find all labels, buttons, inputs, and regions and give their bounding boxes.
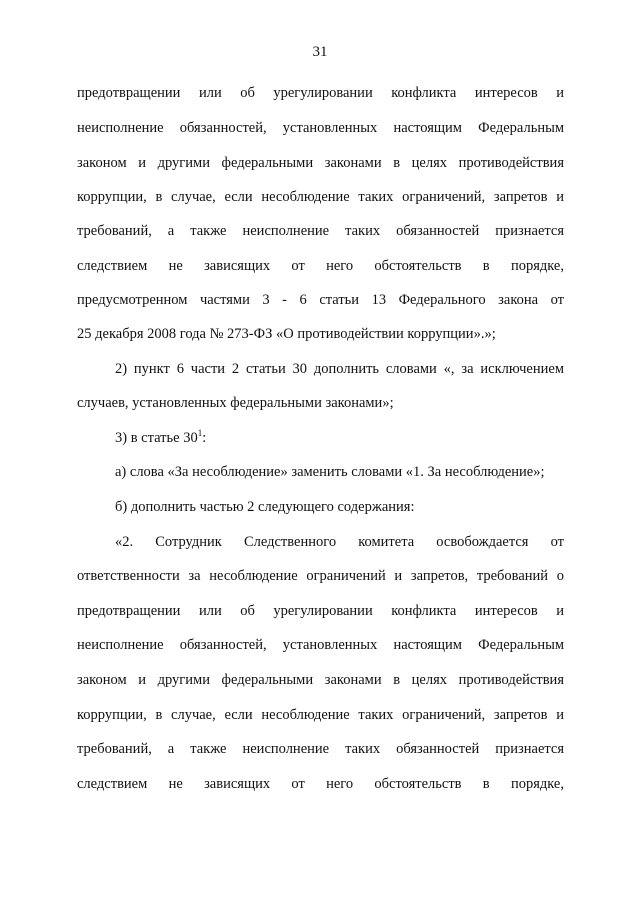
text-line: предотвращении или об урегулировании конфликта интересов и bbox=[77, 85, 564, 101]
text-line: а) слова «За несоблюдение» заменить словами «1. За несоблюдение»; bbox=[115, 464, 545, 480]
text-line: коррупции, в случае, если несоблюдение таких ограничений, запретов и bbox=[77, 707, 564, 723]
text-line: следствием не зависящих от него обстоятельств в порядке, bbox=[77, 258, 564, 274]
text-line: случаев, установленных федеральными законами»; bbox=[77, 395, 394, 411]
text-line: коррупции, в случае, если несоблюдение таких ограничений, запретов и bbox=[77, 189, 564, 205]
text-line: следствием не зависящих от него обстоятельств в порядке, bbox=[77, 776, 564, 792]
article-colon: : bbox=[202, 430, 207, 446]
text-line: «2. Сотрудник Следственного комитета освобождается от bbox=[115, 534, 564, 550]
text-line: законом и другими федеральными законами в целях противодействия bbox=[77, 672, 564, 688]
text-line: ответственности за несоблюдение ограничений и запретов, требований о bbox=[77, 568, 564, 584]
text-line: предотвращении или об урегулировании конфликта интересов и bbox=[77, 603, 564, 619]
page-number: 31 bbox=[312, 44, 328, 60]
text-line: 2) пункт 6 части 2 статьи 30 дополнить словами «, за исключением bbox=[115, 361, 564, 377]
text-line: неисполнение обязанностей, установленных настоящим Федеральным bbox=[77, 637, 564, 653]
text-line: 25 декабря 2008 года № 273-ФЗ «О противодействии коррупции».»; bbox=[77, 326, 496, 342]
text-line: неисполнение обязанностей, установленных настоящим Федеральным bbox=[77, 120, 564, 136]
article-heading bbox=[115, 428, 564, 448]
text-line: б) дополнить частью 2 следующего содержания: bbox=[115, 499, 415, 515]
article-superscript: 1 bbox=[197, 428, 203, 439]
text-line: требований, а также неисполнение таких обязанностей признается bbox=[77, 223, 564, 239]
article-heading-text: 3) в статье 30 bbox=[115, 430, 198, 446]
text-line: предусмотренном частями 3 - 6 статьи 13 Федерального закона от bbox=[77, 292, 564, 308]
text-line: законом и другими федеральными законами в целях противодействия bbox=[77, 155, 564, 171]
text-line: требований, а также неисполнение таких обязанностей признается bbox=[77, 741, 564, 757]
